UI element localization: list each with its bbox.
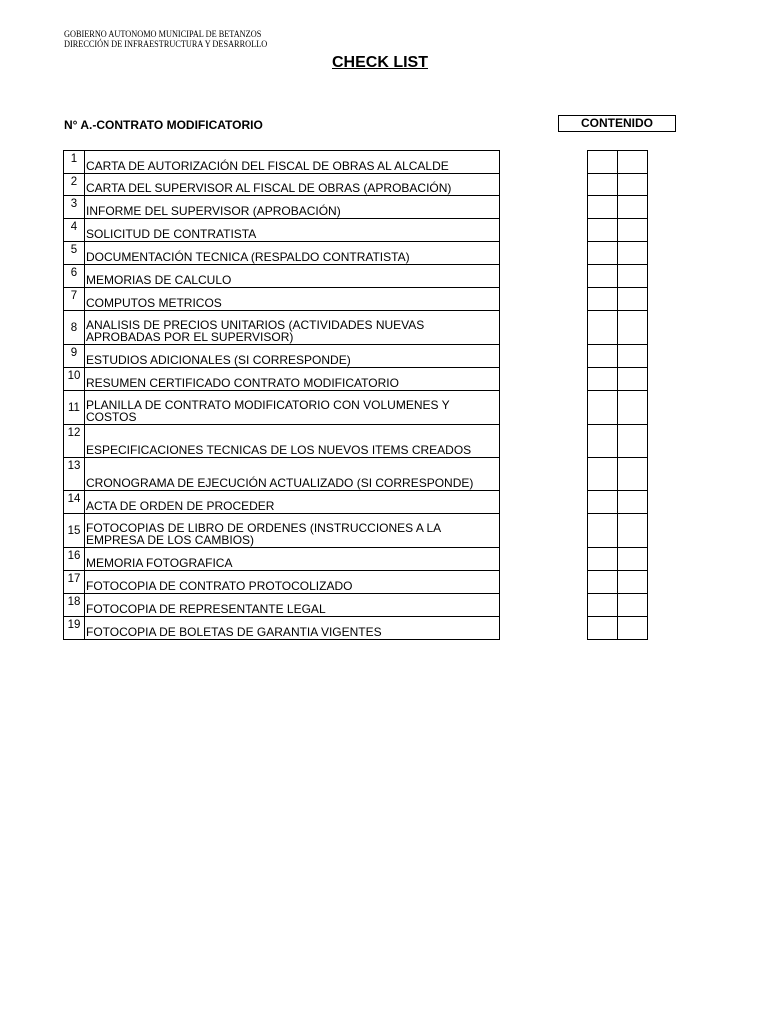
- checkbox-row: [588, 458, 648, 491]
- checklist-row: [64, 219, 500, 242]
- checklist-row: [64, 548, 500, 571]
- item-number: 8: [64, 311, 85, 345]
- item-description: ESPECIFICACIONES TECNICAS DE LOS NUEVOS ITEMS CREADOS: [85, 425, 500, 458]
- checkbox-row: [588, 514, 648, 548]
- check-cell-right[interactable]: [618, 491, 648, 514]
- checkbox-row: [588, 391, 648, 425]
- checklist-row: [64, 151, 500, 174]
- section-title: N° A.-CONTRATO MODIFICATORIO: [64, 118, 263, 132]
- check-cell-right[interactable]: [618, 368, 648, 391]
- item-number: 17: [64, 571, 85, 594]
- checkbox-row: [588, 196, 648, 219]
- item-number: 2: [64, 174, 85, 196]
- checkbox-row: [588, 617, 648, 640]
- check-cell-right[interactable]: [618, 219, 648, 242]
- item-number: 3: [64, 196, 85, 219]
- check-cell-right[interactable]: [618, 548, 648, 571]
- check-cell-right[interactable]: [618, 617, 648, 640]
- item-number: 11: [64, 391, 85, 425]
- check-cell-right[interactable]: [618, 345, 648, 368]
- contenido-header: CONTENIDO: [558, 115, 676, 132]
- item-number: 10: [64, 368, 85, 391]
- item-number: 18: [64, 594, 85, 617]
- organization-header: [64, 29, 267, 49]
- item-description: FOTOCOPIA DE CONTRATO PROTOCOLIZADO: [85, 571, 500, 594]
- check-cell-left[interactable]: [588, 594, 618, 617]
- organization-name: GOBIERNO AUTONOMO MUNICIPAL DE BETANZOS: [64, 29, 262, 39]
- check-cell-left[interactable]: [588, 219, 618, 242]
- check-cell-right[interactable]: [618, 425, 648, 458]
- item-description: RESUMEN CERTIFICADO CONTRATO MODIFICATORIO: [85, 368, 500, 391]
- contenido-checkbox-grid: [587, 150, 648, 640]
- item-description: CARTA DE AUTORIZACIÓN DEL FISCAL DE OBRAS AL ALCALDE: [85, 151, 500, 174]
- checkbox-row: [588, 571, 648, 594]
- item-description: FOTOCOPIAS DE LIBRO DE ORDENES (INSTRUCCIONES A LA EMPRESA DE LOS CAMBIOS): [85, 514, 500, 548]
- checkbox-row: [588, 594, 648, 617]
- checklist-row: [64, 491, 500, 514]
- check-cell-left[interactable]: [588, 548, 618, 571]
- item-description: FOTOCOPIA DE REPRESENTANTE LEGAL: [85, 594, 500, 617]
- checkbox-row: [588, 425, 648, 458]
- item-number: 13: [64, 458, 85, 491]
- checkbox-row: [588, 548, 648, 571]
- item-description: CRONOGRAMA DE EJECUCIÓN ACTUALIZADO (SI CORRESPONDE): [85, 458, 500, 491]
- item-description: CARTA DEL SUPERVISOR AL FISCAL DE OBRAS (APROBACIÓN): [85, 174, 500, 196]
- checkbox-row: [588, 491, 648, 514]
- checkbox-row: [588, 265, 648, 288]
- checklist-row: [64, 571, 500, 594]
- check-cell-right[interactable]: [618, 174, 648, 196]
- item-description: DOCUMENTACIÓN TECNICA (RESPALDO CONTRATISTA): [85, 242, 500, 265]
- checkbox-row: [588, 174, 648, 196]
- check-cell-right[interactable]: [618, 458, 648, 491]
- check-cell-left[interactable]: [588, 196, 618, 219]
- checkbox-row: [588, 288, 648, 311]
- checkbox-row: [588, 368, 648, 391]
- check-cell-left[interactable]: [588, 345, 618, 368]
- check-cell-right[interactable]: [618, 571, 648, 594]
- item-description: MEMORIA FOTOGRAFICA: [85, 548, 500, 571]
- check-cell-left[interactable]: [588, 571, 618, 594]
- item-number: 9: [64, 345, 85, 368]
- check-cell-left[interactable]: [588, 617, 618, 640]
- check-cell-right[interactable]: [618, 151, 648, 174]
- checkbox-row: [588, 345, 648, 368]
- item-number: 15: [64, 514, 85, 548]
- check-cell-left[interactable]: [588, 174, 618, 196]
- checklist-row: [64, 391, 500, 425]
- checklist-table: [63, 150, 500, 640]
- checklist-row: [64, 514, 500, 548]
- checklist-row: [64, 265, 500, 288]
- checklist-row: [64, 242, 500, 265]
- checklist-row: [64, 368, 500, 391]
- item-description: COMPUTOS METRICOS: [85, 288, 500, 311]
- checklist-row: [64, 617, 500, 640]
- checkbox-row: [588, 219, 648, 242]
- department-name: DIRECCIÓN DE INFRAESTRUCTURA Y DESARROLLO: [64, 39, 268, 49]
- check-cell-left[interactable]: [588, 288, 618, 311]
- check-cell-right[interactable]: [618, 242, 648, 265]
- check-cell-left[interactable]: [588, 311, 618, 345]
- item-description: MEMORIAS DE CALCULO: [85, 265, 500, 288]
- item-number: 12: [64, 425, 85, 458]
- item-description: FOTOCOPIA DE BOLETAS DE GARANTIA VIGENTES: [85, 617, 500, 640]
- check-cell-left[interactable]: [588, 151, 618, 174]
- item-description: ANALISIS DE PRECIOS UNITARIOS (ACTIVIDADES NUEVAS APROBADAS POR EL SUPERVISOR): [85, 311, 500, 345]
- check-cell-right[interactable]: [618, 288, 648, 311]
- item-number: 1: [64, 151, 85, 174]
- check-cell-left[interactable]: [588, 425, 618, 458]
- check-cell-left[interactable]: [588, 391, 618, 425]
- item-description: ESTUDIOS ADICIONALES (SI CORRESPONDE): [85, 345, 500, 368]
- item-description: SOLICITUD DE CONTRATISTA: [85, 219, 500, 242]
- checklist-row: [64, 288, 500, 311]
- check-cell-right[interactable]: [618, 514, 648, 548]
- check-cell-right[interactable]: [618, 196, 648, 219]
- item-number: 16: [64, 548, 85, 571]
- check-cell-right[interactable]: [618, 265, 648, 288]
- item-number: 14: [64, 491, 85, 514]
- item-description: INFORME DEL SUPERVISOR (APROBACIÓN): [85, 196, 500, 219]
- checkbox-row: [588, 242, 648, 265]
- check-cell-right[interactable]: [618, 311, 648, 345]
- check-cell-right[interactable]: [618, 391, 648, 425]
- check-cell-left[interactable]: [588, 368, 618, 391]
- item-number: 4: [64, 219, 85, 242]
- page-title: CHECK LIST: [332, 54, 428, 71]
- checklist-row: [64, 311, 500, 345]
- checklist-row: [64, 425, 500, 458]
- check-cell-left[interactable]: [588, 242, 618, 265]
- item-number: 5: [64, 242, 85, 265]
- check-cell-left[interactable]: [588, 491, 618, 514]
- item-number: 7: [64, 288, 85, 311]
- checklist-row: [64, 174, 500, 196]
- checklist-row: [64, 594, 500, 617]
- item-description: PLANILLA DE CONTRATO MODIFICATORIO CON VOLUMENES Y COSTOS: [85, 391, 500, 425]
- checkbox-row: [588, 151, 648, 174]
- checkbox-row: [588, 311, 648, 345]
- check-cell-right[interactable]: [618, 594, 648, 617]
- item-number: 19: [64, 617, 85, 640]
- checklist-row: [64, 345, 500, 368]
- check-cell-left[interactable]: [588, 458, 618, 491]
- checklist-row: [64, 196, 500, 219]
- item-number: 6: [64, 265, 85, 288]
- item-description: ACTA DE ORDEN DE PROCEDER: [85, 491, 500, 514]
- check-cell-left[interactable]: [588, 265, 618, 288]
- check-cell-left[interactable]: [588, 514, 618, 548]
- checklist-row: [64, 458, 500, 491]
